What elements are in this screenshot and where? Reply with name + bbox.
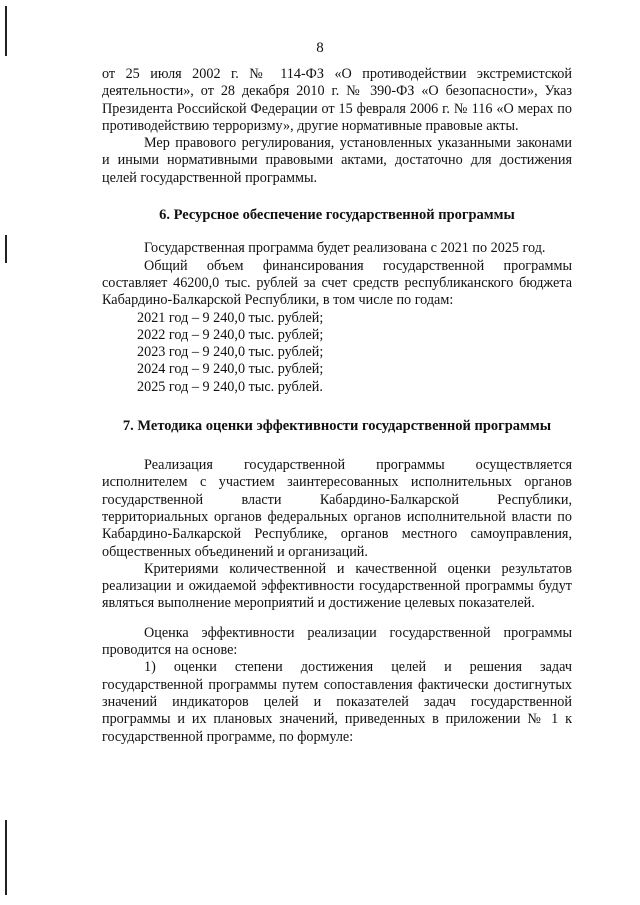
paragraph-evaluation-formula: 1) оценки степени достижения целей и решения задач государственной программы путем сопоставления фактически достигнутых значений индикаторов целей и показателей задач государственной программы и их плановых значений, приведенных в приложении № 1 к государственной программе, по формуле: bbox=[102, 659, 572, 745]
paragraph-program-period: Государственная программа будет реализована с 2021 по 2025 год. bbox=[144, 240, 546, 257]
scan-edge-mark-middle bbox=[5, 235, 7, 263]
page-number: 8 bbox=[316, 40, 324, 56]
paragraph-criteria: Критериями количественной и качественной оценки результатов реализации и ожидаемой эффективности государственной программы будут являться выполнение мероприятий и достижение целевых показателей. bbox=[102, 560, 572, 612]
section-7-heading: 7. Методика оценки эффективности государственной программы bbox=[122, 418, 552, 435]
paragraph-regulation: Мер правового регулирования, установленных указанными законами и иными нормативными правовыми актами, достаточно для достижения целей государственной программы. bbox=[102, 135, 572, 186]
funding-year-item: 2021 год – 9 240,0 тыс. рублей; bbox=[137, 309, 324, 326]
section-6-heading: 6. Ресурсное обеспечение государственной программы bbox=[159, 207, 515, 224]
funding-by-year-list bbox=[102, 310, 572, 396]
document-body bbox=[102, 66, 572, 746]
paragraph-evaluation-basis: Оценка эффективности реализации государственной программы проводится на основе: bbox=[102, 624, 572, 659]
funding-year-item: 2023 год – 9 240,0 тыс. рублей; bbox=[137, 344, 324, 361]
paragraph-legal-acts: от 25 июля 2002 г. № 114-ФЗ «О противодействии экстремистской деятельности», от 28 декабря 2010 г. № 390-ФЗ «О безопасности», Указ Президента Российской Федерации от 15 февраля 2006 г. № 116 «О мерах по противодействию терроризму», другие нормативные правовые акты. bbox=[102, 66, 572, 134]
funding-year-item: 2022 год – 9 240,0 тыс. рублей; bbox=[137, 326, 324, 343]
funding-year-item: 2024 год – 9 240,0 тыс. рублей; bbox=[137, 361, 324, 378]
paragraph-total-funding: Общий объем финансирования государственной программы составляет 46200,0 тыс. рублей за счет средств республиканского бюджета Кабардино-Балкарской Республики, в том числе по годам: bbox=[102, 257, 572, 309]
funding-year-item: 2025 год – 9 240,0 тыс. рублей. bbox=[137, 378, 323, 395]
scan-edge-mark-bottom bbox=[5, 820, 7, 895]
paragraph-implementation: Реализация государственной программы осуществляется исполнителем с участием заинтересованных исполнительных органов государственной власти Кабардино-Балкарской Республики, территориальных органов федеральных органов исполнительной власти по Кабардино-Балкарской Республике, органов местного самоуправления, общественных объединений и организаций. bbox=[102, 457, 572, 560]
